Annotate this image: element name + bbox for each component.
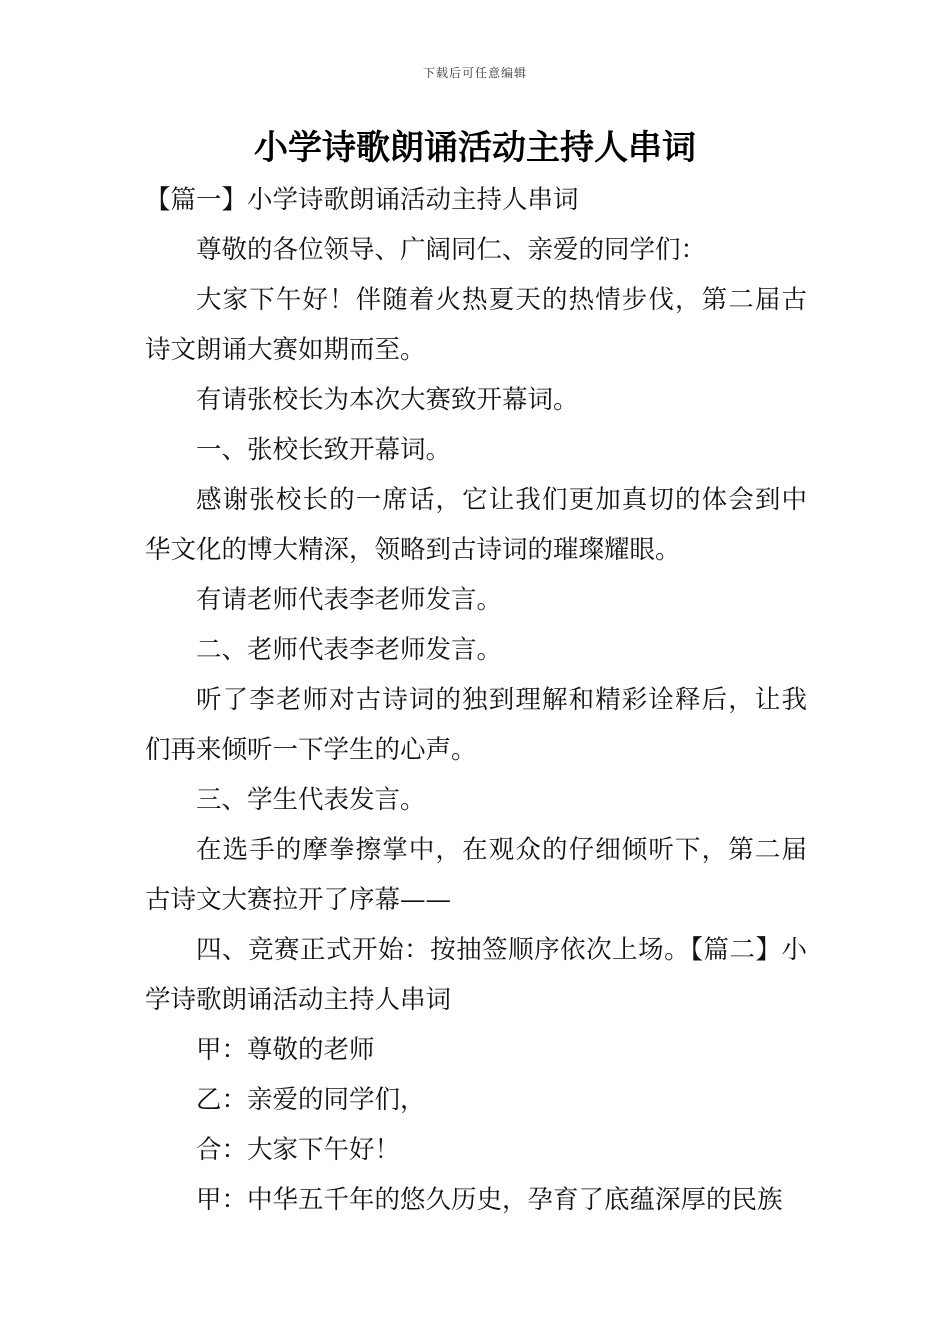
paragraph: 尊敬的各位领导、广阔同仁、亲爱的同学们： bbox=[196, 235, 707, 265]
paragraph: 四、竞赛正式开始：按抽签顺序依次上场。【篇二】小学诗歌朗诵活动主持人串词 bbox=[145, 935, 807, 1015]
paragraph: 乙：亲爱的同学们， bbox=[196, 1085, 426, 1115]
document-body bbox=[145, 175, 807, 1225]
paragraph: 一、张校长致开幕词。 bbox=[196, 435, 452, 465]
paragraph: 在选手的摩拳擦掌中，在观众的仔细倾听下，第二届古诗文大赛拉开了序幕—— bbox=[145, 835, 807, 915]
paragraph: 合：大家下午好！ bbox=[196, 1135, 401, 1165]
paragraph: 甲：中华五千年的悠久历史，孕育了底蕴深厚的民族 bbox=[196, 1185, 783, 1215]
paragraph: 听了李老师对古诗词的独到理解和精彩诠释后，让我们再来倾听一下学生的心声。 bbox=[145, 685, 807, 765]
paragraph: 有请老师代表李老师发言。 bbox=[196, 585, 503, 615]
paragraph: 感谢张校长的一席话，它让我们更加真切的体会到中华文化的博大精深，领略到古诗词的璀璨耀眼。 bbox=[145, 485, 807, 565]
page-header-note: 下载后可任意编辑 bbox=[422, 66, 527, 80]
document-title: 小学诗歌朗诵活动主持人串词 bbox=[254, 128, 696, 168]
paragraph: 有请张校长为本次大赛致开幕词。 bbox=[196, 385, 579, 415]
paragraph: 大家下午好！伴随着火热夏天的热情步伐，第二届古诗文朗诵大赛如期而至。 bbox=[145, 285, 807, 365]
paragraph: 甲：尊敬的老师 bbox=[196, 1035, 375, 1065]
paragraph: 二、老师代表李老师发言。 bbox=[196, 635, 503, 665]
paragraph: 三、学生代表发言。 bbox=[196, 785, 426, 815]
paragraph: 【篇一】小学诗歌朗诵活动主持人串词 bbox=[145, 185, 579, 215]
